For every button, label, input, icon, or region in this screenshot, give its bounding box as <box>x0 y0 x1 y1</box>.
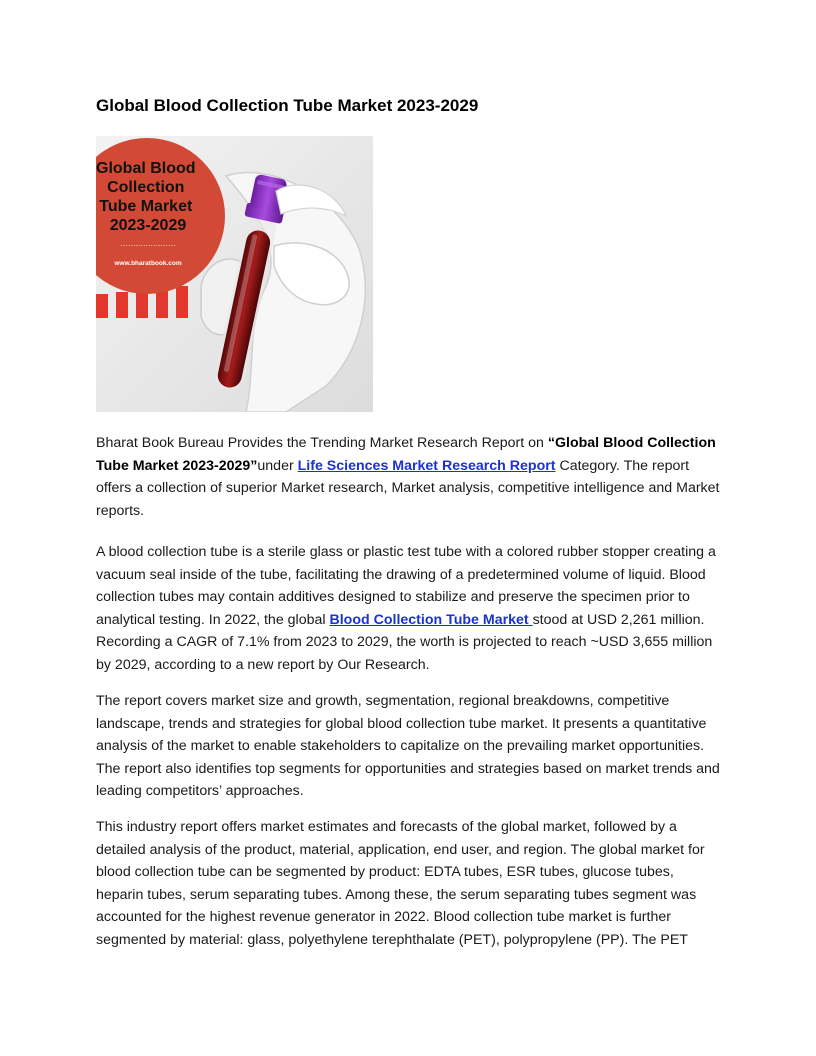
badge-line-3: Tube Market <box>99 198 193 215</box>
hero-image <box>96 136 373 412</box>
red-stripe <box>176 286 188 318</box>
definition-text-start: A blood collection tube is a sterile glass or plastic test tube with a colored rubber stopper creating a vacuum seal inside of the tube, facilitating the drawing of a predetermined volume of liquid. Blood collection tubes may contain additives designed to stabilize and preserve the specimen prior to analytical testing. In 2022, the global <box>96 544 716 628</box>
intro-under: under <box>257 457 298 474</box>
red-stripe <box>136 290 148 318</box>
definition-text-end: stood at USD 2,261 million. Recording a CAGR of 7.1% from 2023 to 2029, the worth is projected to reach ~USD 3,655 million by 2029, according to a new report by Our Research. <box>96 611 713 673</box>
segmentation-text: This industry report offers market estimates and forecasts of the global market, followed by a detailed analysis of the product, material, application, end user, and region. The global market for blood collection tube can be segmented by product: EDTA tubes, ESR tubes, glucose tubes, heparin tubes, serum separating tubes. Among these, the serum separating tubes segment was accounted for the highest revenue generator in 2022. Blood collection tube market is further segmented by material: glass, polyethylene terephthalate (PET), polypropylene (PP). The PET <box>96 819 705 948</box>
report-title: “Global Blood Collection Tube Market 2023-2029” <box>96 435 716 474</box>
market-link[interactable]: Blood Collection Tube Market <box>329 611 533 628</box>
coverage-paragraph <box>96 690 722 803</box>
intro-paragraph <box>96 432 722 522</box>
page-title: Global Blood Collection Tube Market 2023-2029 <box>96 96 479 115</box>
intro-text-end: Category. The report offers a collection of superior Market research, Market analysis, competitive intelligence and Market reports. <box>96 457 720 519</box>
badge-url: www.bharatbook.com <box>114 260 182 267</box>
badge-line-4: 2023-2029 <box>109 217 187 234</box>
badge-line-1: Global Blood <box>96 160 196 177</box>
intro-text-start: Bharat Book Bureau Provides the Trending Market Research Report on <box>96 435 548 451</box>
badge-line-2: Collection <box>107 179 185 196</box>
red-stripe <box>96 294 108 318</box>
definition-paragraph <box>96 541 722 677</box>
coverage-text: The report covers market size and growth, segmentation, regional breakdowns, competitive landscape, trends and strategies for global blood collection tube market. It presents a quantitative analysis of the market to enable stakeholders to capitalize on the prevailing market opportunities. The report also identifies top segments for opportunities and strategies based on market trends and leading competitors’ approaches. <box>96 693 720 800</box>
segmentation-paragraph <box>96 816 722 952</box>
red-stripe <box>116 292 128 318</box>
badge-dots: ...................... <box>120 238 176 248</box>
category-link[interactable]: Life Sciences Market Research Report <box>297 457 556 474</box>
